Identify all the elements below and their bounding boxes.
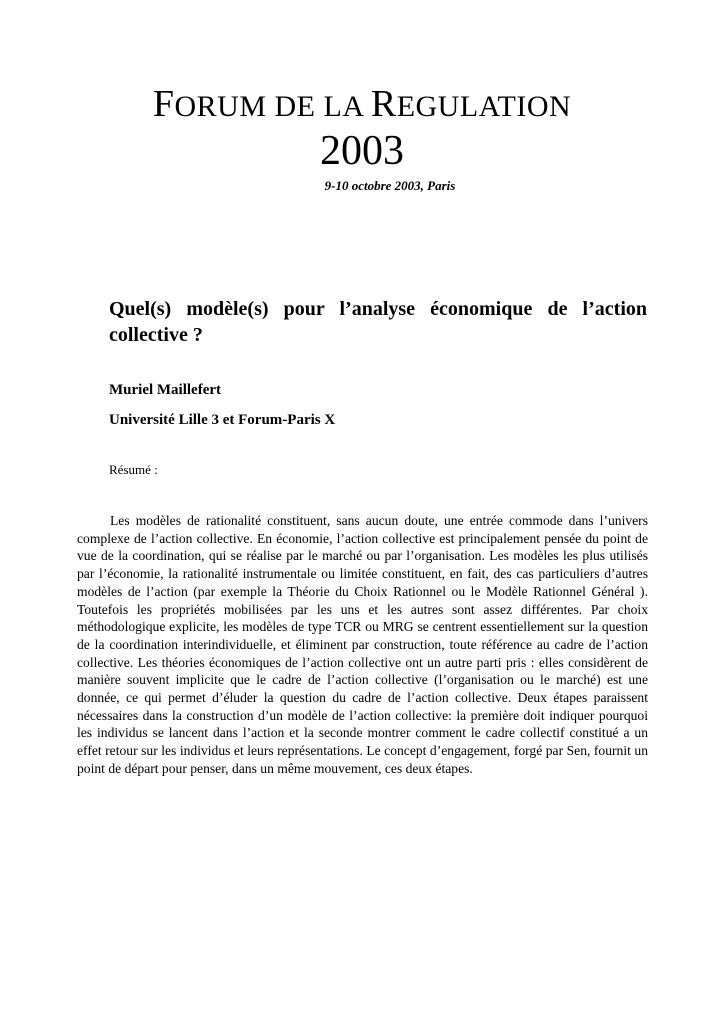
title-initial-r: R: [370, 83, 397, 125]
author-name: Muriel Maillefert: [109, 382, 222, 398]
abstract-label: Résumé :: [109, 462, 158, 477]
paper-title: Quel(s) modèle(s) pour l’analyse économique de l’action collective ?: [109, 298, 647, 346]
title-initial-f: F: [152, 83, 175, 125]
title-part-2: EGULATION: [396, 90, 572, 123]
title-part-1: ORUM DE LA: [174, 90, 371, 123]
author-affiliation: Université Lille 3 et Forum-Paris X: [109, 412, 336, 428]
abstract-text: Les modèles de rationalité constituent, sans aucun doute, une entrée commode dans l’univers complexe de l’action collective. En économie, l’action collective est principalement pensée du point de vue de la coordination, qui se réalise par le marché ou par l’organisation. Les modèles les plus utilisés par l’économie, la rationalité instrumentale ou limitée constituent, en fait, des cas particuliers d’autres modèles de l’action (par exemple la Théorie du Choix Rationnel ou le Modèle Rationnel Général ). Toutefois les propriétés mobilisées par les uns et les autres sont assez différentes. Par choix méthodologique explicite, les modèles de type TCR ou MRG se centrent essentiellement sur la question de la coordination interindividuelle, et éliminent par construction, toute référence au cadre de l’action collective. Les théories économiques de l’action collective ont un autre parti pris : elles considèrent de manière souvent implicite que le cadre de l’action collective (l’organisation ou le marché) est une donnée, ce qui permet d’éluder la question du cadre de l’action collective. Deux étapes paraissent nécessaires dans la construction d’un modèle de l’action collective: la première doit indiquer pourquoi les individus se lancent dans l’action et la seconde montrer comment le cadre collectif constitué a un effet retour sur les individus et leurs représentations. Le concept d’engagement, forgé par Sen, fournit un point de départ pour penser, dans un même mouvement, ces deux étapes.: [77, 513, 648, 776]
conference-dateline: 9-10 octobre 2003, Paris: [324, 178, 456, 193]
conference-title: [0, 80, 724, 131]
conference-year: 2003: [320, 128, 404, 174]
